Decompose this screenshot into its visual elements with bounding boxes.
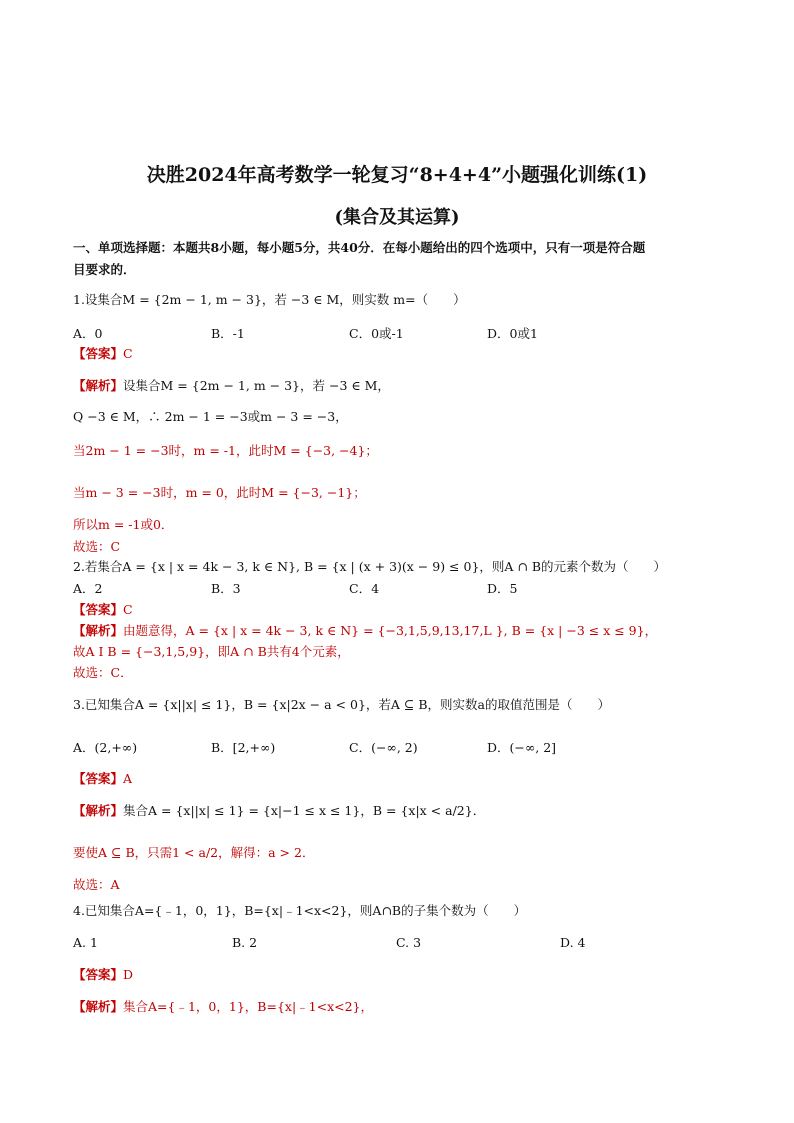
q1-option-a: A．0 — [73, 326, 103, 341]
q4-option-d: D. 4 — [560, 935, 586, 950]
answer-value: C — [123, 602, 133, 617]
q1-analysis-1 — [73, 378, 390, 394]
answer-value: D — [123, 967, 134, 982]
q2-answer — [73, 602, 133, 618]
section-heading-line2: 目要求的． — [73, 262, 136, 277]
section-heading-line1: 一、单项选择题：本题共8小题，每小题5分，共40分．在每小题给出的四个选项中，只有一项是符合题 — [73, 240, 646, 255]
q4-option-c: C. 3 — [396, 935, 422, 950]
q3-analysis-1 — [73, 803, 485, 819]
q2-analysis-2: 故A I B = {−3,1,5,9}，即A ∩ B共有4个元素， — [73, 644, 350, 659]
q1-analysis-2: Q −3 ∈ M，∴ 2m − 1 = −3或m − 3 = −3， — [73, 409, 348, 424]
q4-stem: 4.已知集合A={﹣1，0，1}，B={x|﹣1<x<2}，则A∩B的子集个数为（ ） — [73, 903, 527, 918]
q2-option-a: A．2 — [73, 581, 103, 596]
analysis-tag: 【解析】 — [73, 803, 124, 818]
q3-option-d: D．(−∞, 2] — [487, 740, 557, 755]
q3-option-b: B．[2,+∞) — [211, 740, 276, 755]
q2-stem: 2.若集合A = {x | x = 4k − 3, k ∈ N}, B = {x | (x + 3)(x − 9) ≤ 0}，则A ∩ B的元素个数为（ ） — [73, 559, 667, 574]
q1-stem: 1.设集合M = {2m − 1, m − 3}，若 −3 ∈ M，则实数 m=（ ） — [73, 292, 466, 307]
q1-analysis-5: 所以m = -1或0． — [73, 517, 174, 532]
answer-tag: 【答案】 — [73, 346, 124, 361]
analysis-text: 由题意得，A = {x | x = 4k − 3, k ∈ N} = {−3,1,5,9,13,17,L }, B = {x | −3 ≤ x ≤ 9}， — [123, 623, 658, 638]
q2-analysis-1 — [73, 623, 657, 639]
subtitle: (集合及其运算) — [334, 207, 460, 228]
q4-option-a: A. 1 — [73, 935, 98, 950]
q1-answer — [73, 346, 133, 362]
q4-option-b: B. 2 — [232, 935, 258, 950]
q1-option-b: B．-1 — [211, 326, 245, 341]
analysis-tag: 【解析】 — [73, 378, 124, 393]
analysis-tag: 【解析】 — [73, 623, 124, 638]
q3-option-a: A．(2,+∞) — [73, 740, 138, 755]
answer-value: A — [123, 771, 133, 786]
q3-answer — [73, 771, 132, 787]
q1-option-d: D．0或1 — [487, 326, 538, 341]
q2-option-d: D．5 — [487, 581, 518, 596]
answer-tag: 【答案】 — [73, 967, 124, 982]
q4-answer — [73, 967, 133, 983]
answer-tag: 【答案】 — [73, 771, 124, 786]
answer-tag: 【答案】 — [73, 602, 124, 617]
q1-option-c: C．0或-1 — [349, 326, 404, 341]
q3-stem: 3.已知集合A = {x||x| ≤ 1}，B = {x|2x − a < 0}，若A ⊆ B，则实数a的取值范围是（ ） — [73, 697, 610, 712]
answer-value: C — [123, 346, 133, 361]
q3-analysis-3: 故选：A — [73, 877, 120, 892]
analysis-tag: 【解析】 — [73, 999, 124, 1014]
title: 决胜2024年高考数学一轮复习“8+4+4”小题强化训练(1) — [146, 164, 648, 186]
analysis-text: 集合A={﹣1，0，1}，B={x|﹣1<x<2}， — [123, 999, 374, 1014]
analysis-text: 集合A = {x||x| ≤ 1} = {x|−1 ≤ x ≤ 1}，B = {x|x < a/2}． — [123, 803, 486, 818]
q2-option-b: B．3 — [211, 581, 241, 596]
q4-analysis-1 — [73, 999, 373, 1015]
q3-analysis-2: 要使A ⊆ B，只需1 < a/2，解得：a > 2． — [73, 845, 315, 860]
q1-analysis-6: 故选：C — [73, 539, 121, 554]
q1-analysis-3: 当2m − 1 = −3时，m = -1，此时M = {−3, −4}； — [73, 443, 378, 458]
q1-analysis-4: 当m − 3 = −3时，m = 0，此时M = {−3, −1}； — [73, 485, 366, 500]
analysis-text: 设集合M = {2m − 1, m − 3}，若 −3 ∈ M， — [123, 378, 390, 393]
q2-option-c: C．4 — [349, 581, 380, 596]
q3-option-c: C．(−∞, 2) — [349, 740, 418, 755]
q2-analysis-3: 故选：C． — [73, 665, 133, 680]
